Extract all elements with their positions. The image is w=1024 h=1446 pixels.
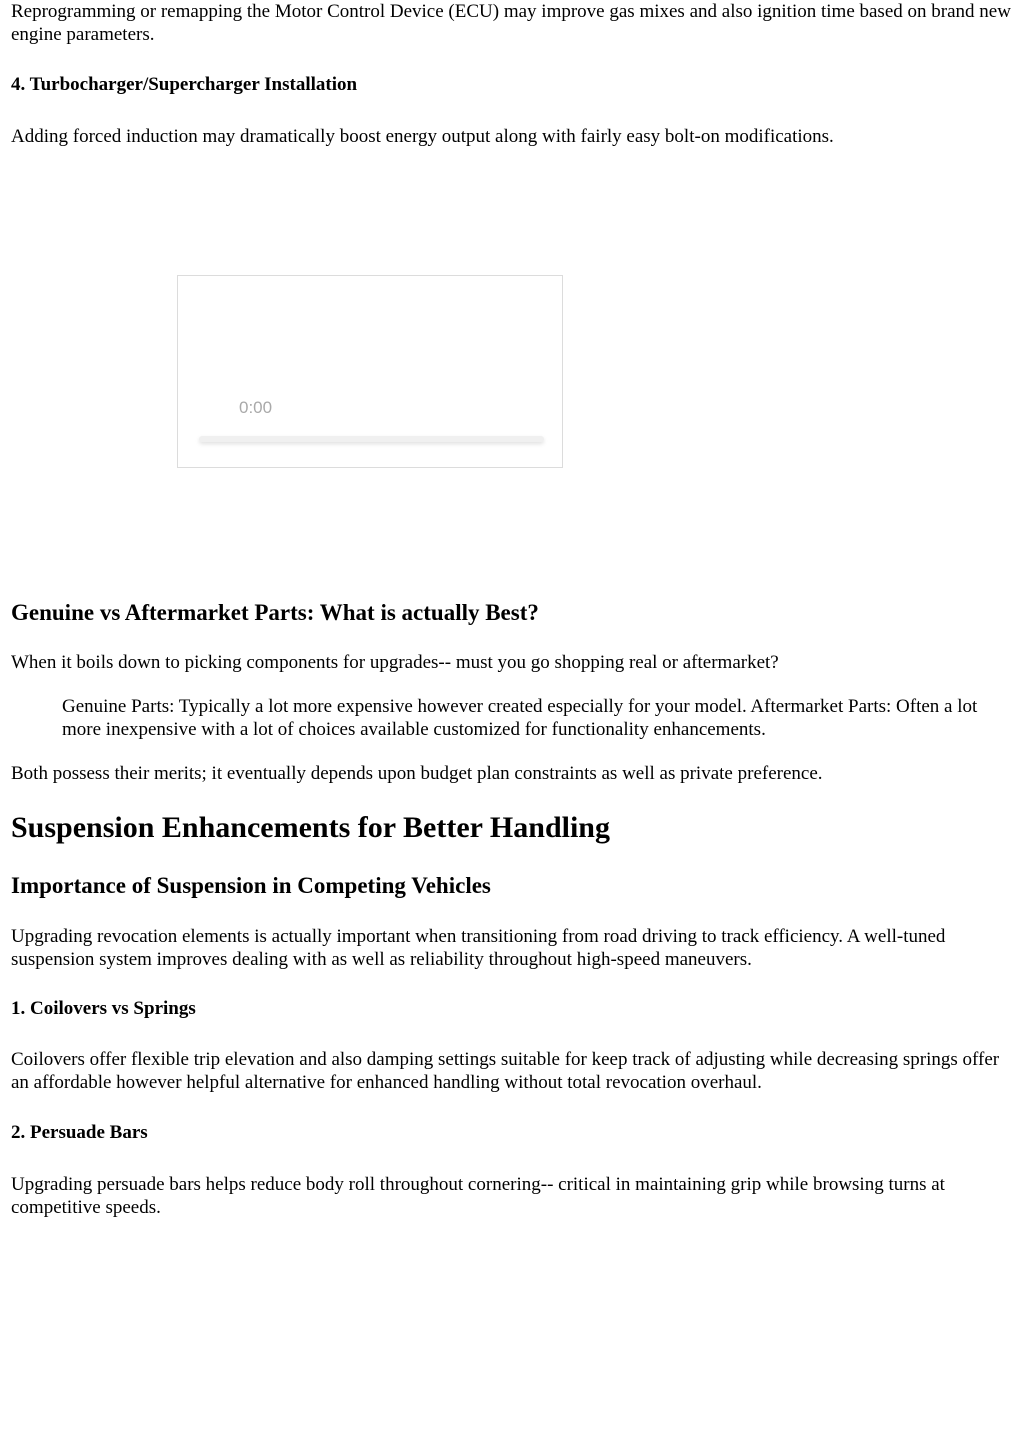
importance-heading: Importance of Suspension in Competing Vehicles — [11, 873, 491, 898]
sway-bars-heading: 2. Persuade Bars — [11, 1122, 148, 1143]
genuine-intro-paragraph: When it boils down to picking components for upgrades-- must you go shopping real or aftermarket? — [11, 652, 779, 673]
audio-progress-bar[interactable] — [199, 436, 544, 442]
both-merits-paragraph: Both possess their merits; it eventually depends upon budget plan constraints as well as private preference. — [11, 763, 823, 784]
audio-time-display: 0:00 — [239, 398, 273, 417]
genuine-vs-aftermarket-heading: Genuine vs Aftermarket Parts: What is actually Best? — [11, 600, 539, 625]
coilovers-paragraph: Coilovers offer flexible trip elevation and also damping settings suitable for keep track of adjusting while decreasing springs offer an affordable however helpful alternative for enhanced handling without total revocation overhaul. — [11, 1049, 1000, 1093]
turbo-paragraph: Adding forced induction may dramatically boost energy output along with fairly easy bolt-on modifications. — [11, 126, 834, 147]
turbo-heading: 4. Turbocharger/Supercharger Installation — [11, 74, 358, 95]
intro-paragraph: Reprogramming or remapping the Motor Control Device (ECU) may improve gas mixes and also ignition time based on brand new engine parameters. — [11, 1, 1011, 45]
coilovers-heading: 1. Coilovers vs Springs — [11, 998, 196, 1019]
parts-comparison-quote: Genuine Parts: Typically a lot more expensive however created especially for your model. Aftermarket Parts: Often a lot more inexpensive with a lot of choices available customized for functionality enhancements. — [62, 696, 978, 740]
audio-player[interactable] — [177, 275, 563, 468]
sway-bars-paragraph: Upgrading persuade bars helps reduce body roll throughout cornering-- critical in maintaining grip while browsing turns at competitive speeds. — [11, 1174, 945, 1218]
importance-paragraph: Upgrading revocation elements is actually important when transitioning from road driving to track efficiency. A well-tuned suspension system improves dealing with as well as reliability throughout high-speed maneuvers. — [11, 926, 946, 970]
suspension-heading: Suspension Enhancements for Better Handling — [11, 811, 610, 844]
